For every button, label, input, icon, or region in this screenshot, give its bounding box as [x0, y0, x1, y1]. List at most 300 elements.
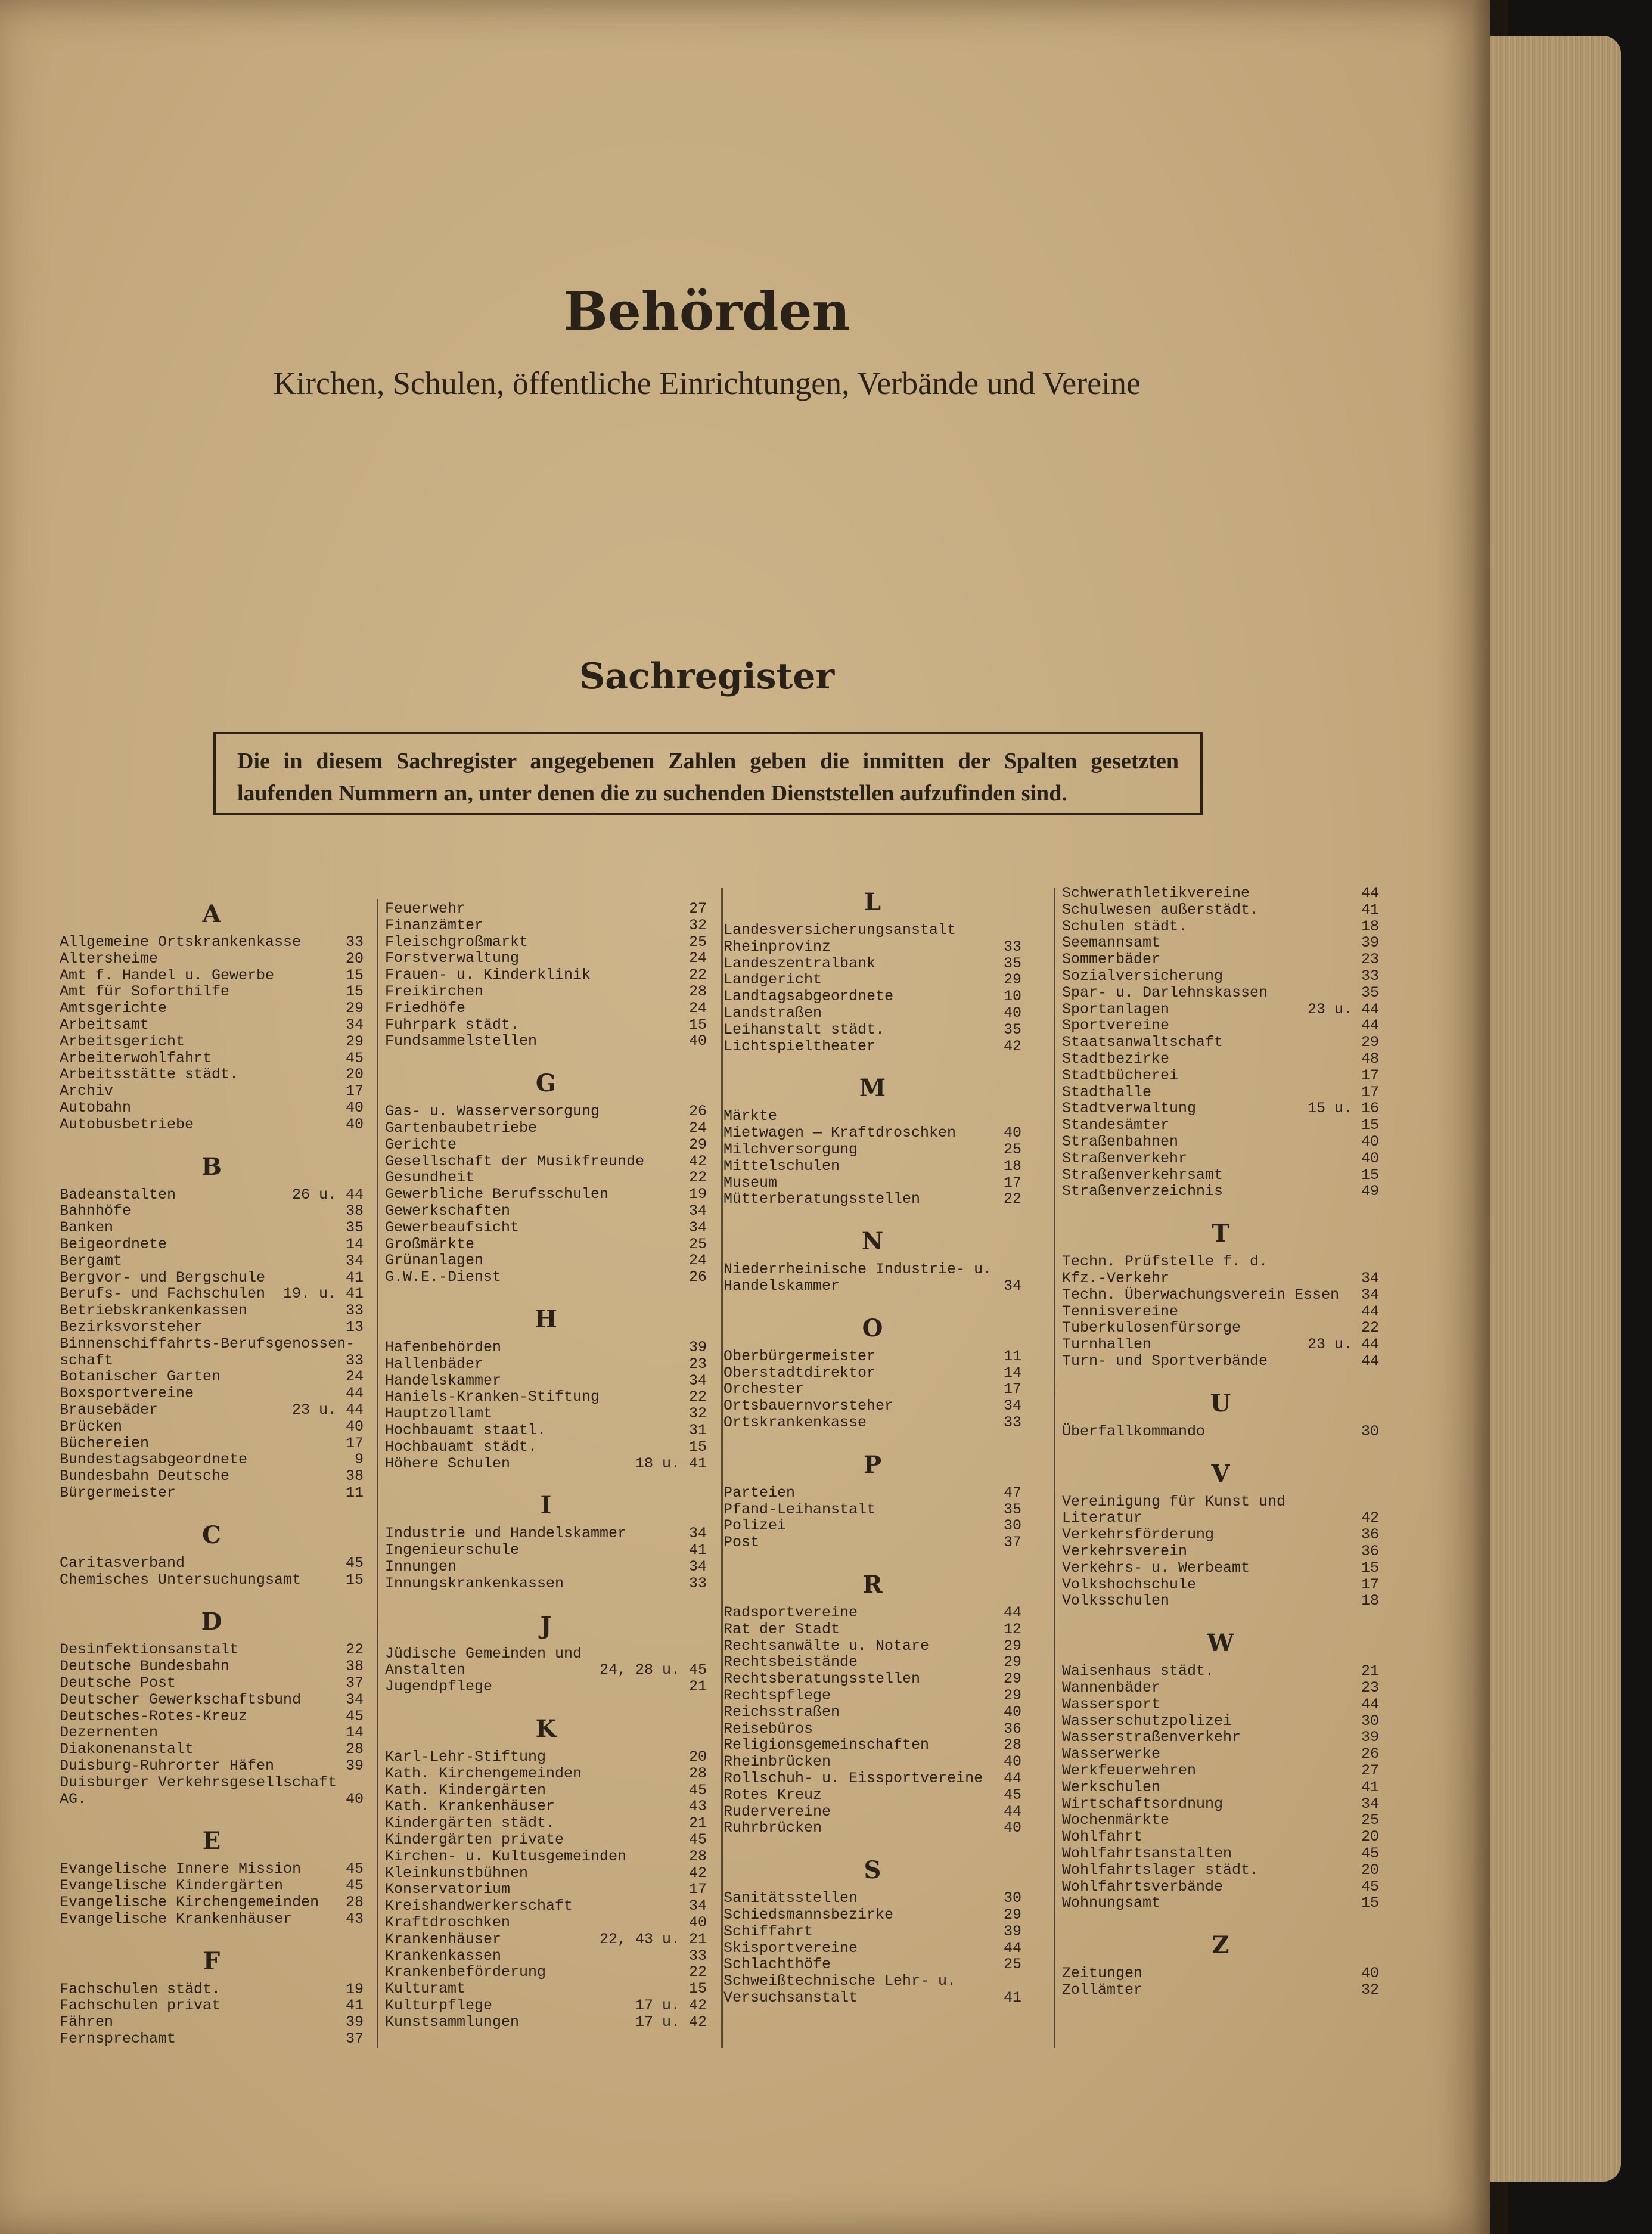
- entry-label: Berufs- und Fachschulen: [60, 1285, 266, 1303]
- entry-label: Konservatorium: [385, 1881, 511, 1898]
- entry-number: 44: [1361, 1017, 1379, 1035]
- entry-label: Straßenbahnen: [1062, 1133, 1179, 1150]
- entry-label: Parteien: [723, 1484, 796, 1501]
- entry-label: Evangelische Krankenhäuser: [60, 1910, 293, 1928]
- index-entry: [723, 1803, 1021, 1820]
- entry-number: 17: [1003, 1380, 1021, 1398]
- entry-number: 28: [345, 1894, 364, 1911]
- entry-label: Wohlfahrtsanstalten: [1062, 1845, 1232, 1862]
- index-entry: [723, 1261, 1021, 1277]
- entry-label: Wohlfahrtslager städt.: [1062, 1861, 1259, 1879]
- entry-label: Boxsportvereine: [60, 1385, 194, 1403]
- entry-number: 34: [345, 1252, 364, 1270]
- index-entry: [385, 1963, 707, 1980]
- index-entry: [385, 1748, 707, 1765]
- index-entry: [723, 1277, 1021, 1294]
- entry-number: 42: [1003, 1037, 1021, 1055]
- section-letter: H: [535, 1305, 557, 1333]
- entry-number: 36: [1003, 1720, 1021, 1737]
- entry-label: Finanzämter: [385, 916, 484, 934]
- index-entry: [1062, 1845, 1379, 1861]
- entry-label: schaft: [60, 1351, 114, 1369]
- index-entry: [723, 1923, 1021, 1940]
- entry-label: Sommerbäder: [1062, 951, 1161, 969]
- section-letter: D: [201, 1608, 222, 1636]
- entry-label: Wassersport: [1062, 1695, 1161, 1713]
- index-entry: [1062, 1662, 1379, 1679]
- entry-label: Sportvereine: [1062, 1017, 1170, 1035]
- index-entry: [1062, 1017, 1379, 1034]
- index-entry: [60, 1066, 364, 1082]
- index-entry: [60, 2013, 364, 2030]
- entry-number: 17: [688, 1881, 707, 1898]
- index-entry: [60, 950, 364, 967]
- index-entry: [60, 1451, 364, 1467]
- index-entry: [1062, 1828, 1379, 1845]
- register-column: [723, 888, 1021, 2056]
- entry-number: 26: [1361, 1745, 1379, 1763]
- entry-label: Deutsches-Rotes-Kreuz: [60, 1707, 248, 1725]
- entry-label: Krankenkassen: [385, 1947, 502, 1965]
- entry-label: Evangelische Kindergärten: [60, 1877, 284, 1895]
- entry-number: 23 u. 44: [1307, 1336, 1379, 1354]
- index-entry: [1062, 1696, 1379, 1712]
- section-letter: L: [864, 888, 881, 916]
- entry-number: 45: [345, 1707, 364, 1725]
- entry-label: Schwerathletikvereine: [1062, 885, 1250, 902]
- entry-number: 20: [1361, 1828, 1379, 1846]
- index-entry: [723, 1364, 1021, 1381]
- index-entry: [60, 1467, 364, 1484]
- index-entry: [1062, 1745, 1379, 1762]
- entry-label: Bergvor- und Bergschule: [60, 1268, 266, 1286]
- entry-label: Wohnungsamt: [1062, 1894, 1161, 1912]
- entry-number: 18: [1003, 1157, 1021, 1175]
- entry-label: Binnenschiffahrts-Berufsgenossen-: [60, 1335, 355, 1352]
- entry-label: Rheinprovinz: [723, 938, 831, 955]
- column-divider: [721, 888, 723, 2048]
- index-entry: [723, 1720, 1021, 1737]
- entry-label: Arbeitsstätte städt.: [60, 1066, 239, 1084]
- entry-number: 40: [688, 1914, 707, 1931]
- index-entry: [385, 1814, 707, 1831]
- entry-label: Bundesbahn Deutsche: [60, 1467, 230, 1485]
- entry-label: Skisportvereine: [723, 1939, 858, 1957]
- index-entry: [60, 1724, 364, 1740]
- index-entry: [60, 1050, 364, 1066]
- entry-number: 35: [1003, 1020, 1021, 1038]
- entry-label: Rollschuh- u. Eissportvereine: [723, 1770, 983, 1787]
- entry-label: Kraftdroschken: [385, 1914, 511, 1931]
- entry-number: 17 u. 42: [635, 1997, 707, 2014]
- entry-number: 35: [1003, 954, 1021, 972]
- entry-label: Hafenbehörden: [385, 1339, 502, 1356]
- entry-number: 40: [1003, 1703, 1021, 1721]
- entry-number: 22, 43 u. 21: [599, 1930, 707, 1948]
- entry-number: 19: [688, 1186, 707, 1203]
- column-divider: [377, 899, 378, 2048]
- index-entry: [723, 1380, 1021, 1397]
- entry-number: 34: [1003, 1397, 1021, 1415]
- index-entry: [1062, 1319, 1379, 1336]
- entry-number: 15: [1361, 1116, 1379, 1134]
- entry-number: 44: [1361, 1352, 1379, 1370]
- entry-number: 41: [1003, 1989, 1021, 2006]
- entry-number: 22: [688, 1388, 707, 1406]
- entry-label: Freikirchen: [385, 983, 484, 1000]
- entry-number: 21: [688, 1678, 707, 1696]
- entry-number: 34: [688, 1558, 707, 1575]
- index-entry: [1062, 1150, 1379, 1166]
- entry-number: 37: [345, 1674, 364, 1692]
- entry-label: Wannenbäder: [1062, 1679, 1161, 1696]
- entry-label: Wohlfahrt: [1062, 1828, 1143, 1846]
- entry-label: Hallenbäder: [385, 1355, 484, 1373]
- entry-number: 14: [1003, 1364, 1021, 1382]
- section-letter: F: [203, 1947, 221, 1975]
- entry-label: Märkte: [723, 1107, 778, 1125]
- entry-number: 24: [688, 999, 707, 1017]
- entry-label: Schulwesen außerstädt.: [1062, 901, 1259, 919]
- entry-label: Reisebüros: [723, 1720, 813, 1737]
- entry-number: 44: [1003, 1939, 1021, 1957]
- index-entry: [60, 1641, 364, 1658]
- entry-number: 29: [345, 1000, 364, 1017]
- index-entry: [60, 1082, 364, 1099]
- index-entry: [385, 900, 707, 917]
- entry-label: Orchester: [723, 1380, 805, 1398]
- entry-number: 29: [1003, 1670, 1021, 1688]
- entry-label: Techn. Prüfstelle f. d.: [1062, 1253, 1268, 1271]
- index-entry: [723, 955, 1021, 972]
- index-entry: [1062, 1861, 1379, 1878]
- index-entry: [385, 1575, 707, 1591]
- section-letter: W: [1207, 1629, 1234, 1658]
- entry-label: Ortsbauernvorsteher: [723, 1397, 894, 1415]
- entry-number: 24: [345, 1368, 364, 1386]
- entry-label: Duisburger Verkehrsgesellschaft: [60, 1773, 337, 1791]
- entry-label: Literatur: [1062, 1509, 1143, 1527]
- entry-number: 19. u. 41: [282, 1285, 364, 1303]
- entry-label: Kath. Kindergärten: [385, 1781, 546, 1799]
- index-entry: [385, 1339, 707, 1355]
- entry-label: Caritasverband: [60, 1554, 185, 1572]
- entry-label: Anstalten: [385, 1661, 466, 1679]
- entry-number: 41: [345, 1997, 364, 2015]
- entry-label: Wasserstraßenverkehr: [1062, 1729, 1241, 1746]
- entry-number: 39: [1361, 934, 1379, 952]
- section-letter: P: [863, 1450, 882, 1479]
- entry-label: Rechtsberatungsstellen: [723, 1670, 921, 1688]
- index-entry: [385, 1405, 707, 1422]
- entry-label: Mittelschulen: [723, 1157, 840, 1175]
- entry-number: 40: [345, 1115, 364, 1133]
- section-letter: R: [862, 1571, 883, 1599]
- index-entry: [723, 1501, 1021, 1518]
- entry-label: Deutsche Bundesbahn: [60, 1658, 230, 1675]
- entry-label: Gewerbliche Berufsschulen: [385, 1186, 609, 1203]
- entry-number: 40: [345, 1099, 364, 1116]
- entry-number: 34: [688, 1372, 707, 1389]
- entry-number: 39: [345, 1757, 364, 1774]
- section-letter: J: [540, 1611, 552, 1640]
- entry-label: Desinfektionsanstalt: [60, 1641, 239, 1659]
- entry-number: 33: [345, 1351, 364, 1369]
- entry-label: Leihanstalt städt.: [723, 1020, 885, 1038]
- entry-label: Fachschulen städt.: [60, 1980, 221, 1998]
- entry-number: 39: [1003, 1922, 1021, 1940]
- entry-label: Schweißtechnische Lehr- u.: [723, 1972, 957, 1990]
- index-entry: [1062, 885, 1379, 901]
- entry-number: 42: [688, 1864, 707, 1882]
- entry-number: 39: [1361, 1729, 1379, 1746]
- entry-number: 45: [1361, 1878, 1379, 1895]
- entry-number: 40: [1003, 1004, 1021, 1022]
- index-entry: [385, 1455, 707, 1472]
- index-entry: [723, 1038, 1021, 1054]
- index-entry: [1062, 1034, 1379, 1050]
- entry-label: Museum: [723, 1174, 778, 1192]
- entry-number: 14: [345, 1236, 364, 1253]
- entry-label: Tuberkulosenfürsorge: [1062, 1319, 1241, 1337]
- index-entry: [385, 1997, 707, 2013]
- index-entry: [723, 1687, 1021, 1704]
- index-entry: [385, 1388, 707, 1405]
- index-entry: [385, 1525, 707, 1541]
- entry-label: Brausebäder: [60, 1401, 159, 1419]
- entry-label: Verkehrs- u. Werbeamt: [1062, 1559, 1250, 1577]
- entry-label: Bergamt: [60, 1252, 123, 1270]
- entry-label: Amt für Soforthilfe: [60, 983, 230, 1001]
- section-letter: C: [202, 1521, 221, 1549]
- entry-label: Verkehrsverein: [1062, 1543, 1188, 1560]
- index-entry: [60, 1418, 364, 1435]
- entry-number: 24: [688, 950, 707, 967]
- entry-number: 26 u. 44: [291, 1186, 364, 1203]
- entry-label: Rechtsanwälte u. Notare: [723, 1637, 930, 1655]
- entry-label: Straßenverkehrsamt: [1062, 1166, 1224, 1184]
- index-entry: [385, 1422, 707, 1438]
- index-entry: [1062, 951, 1379, 967]
- entry-number: 34: [345, 1690, 364, 1708]
- entry-number: 22: [688, 1963, 707, 1981]
- entry-number: 47: [1003, 1484, 1021, 1501]
- index-entry: [60, 1016, 364, 1033]
- index-entry: [385, 1914, 707, 1931]
- entry-number: 28: [688, 1764, 707, 1782]
- entry-number: 15: [688, 1438, 707, 1456]
- index-entry: [385, 933, 707, 950]
- index-entry: [1062, 1965, 1379, 1981]
- entry-label: Lichtspieltheater: [723, 1037, 876, 1055]
- entry-label: Fachschulen privat: [60, 1997, 221, 2015]
- entry-number: 34: [688, 1897, 707, 1915]
- entry-number: 32: [688, 1405, 707, 1423]
- entry-number: 22: [345, 1641, 364, 1659]
- entry-number: 30: [1361, 1712, 1379, 1730]
- index-entry: [1062, 1679, 1379, 1696]
- index-entry: [385, 1252, 707, 1268]
- index-entry: [1062, 1712, 1379, 1729]
- entry-number: 40: [1361, 1149, 1379, 1167]
- index-entry: [60, 1385, 364, 1401]
- entry-number: 27: [688, 900, 707, 917]
- index-entry: [60, 1555, 364, 1571]
- entry-number: 38: [345, 1202, 364, 1220]
- section-letter: U: [1210, 1389, 1231, 1417]
- entry-label: Landtagsabgeordnete: [723, 988, 894, 1006]
- entry-label: Bürgermeister: [60, 1484, 176, 1501]
- entry-number: 40: [1003, 1753, 1021, 1771]
- entry-label: Frauen- u. Kinderklinik: [385, 966, 591, 984]
- index-entry: [1062, 1084, 1379, 1100]
- entry-label: Kleinkunstbühnen: [385, 1864, 529, 1882]
- index-entry: [723, 1414, 1021, 1431]
- entry-label: Duisburg-Ruhrorter Häfen: [60, 1757, 275, 1774]
- entry-label: Rheinbrücken: [723, 1753, 831, 1771]
- entry-number: 45: [345, 1877, 364, 1895]
- entry-number: 42: [1361, 1509, 1379, 1527]
- entry-label: Radsportvereine: [723, 1604, 858, 1621]
- entry-number: 35: [1003, 1500, 1021, 1518]
- section-letter: Z: [1212, 1931, 1229, 1960]
- entry-number: 25: [688, 1235, 707, 1253]
- entry-label: G.W.E.-Dienst: [385, 1268, 502, 1286]
- entry-number: 20: [1361, 1861, 1379, 1879]
- entry-number: 17: [1361, 1083, 1379, 1101]
- entry-label: Beigeordnete: [60, 1236, 167, 1253]
- entry-label: Gartenbaubetriebe: [385, 1119, 538, 1137]
- index-entry: [1062, 1981, 1379, 1998]
- entry-number: 44: [1003, 1802, 1021, 1820]
- entry-label: Schiffahrt: [723, 1922, 813, 1940]
- entry-number: 15: [345, 983, 364, 1001]
- entry-number: 12: [1003, 1620, 1021, 1638]
- entry-number: 40: [345, 1417, 364, 1435]
- index-entry: [385, 950, 707, 966]
- entry-label: Krankenbeförderung: [385, 1963, 546, 1981]
- index-entry: [385, 1119, 707, 1136]
- entry-label: Archiv: [60, 1082, 114, 1100]
- index-entry: [1062, 1100, 1379, 1116]
- entry-label: Gas- u. Wasserversorgung: [385, 1103, 600, 1121]
- entry-label: Amtsgerichte: [60, 1000, 167, 1017]
- entry-label: Fuhrpark städt.: [385, 1016, 520, 1034]
- section-letter: A: [202, 900, 221, 928]
- index-entry: [385, 1016, 707, 1033]
- section-letter: N: [861, 1227, 884, 1256]
- entry-label: Stadthalle: [1062, 1083, 1152, 1101]
- index-entry: [723, 1348, 1021, 1364]
- index-entry: [60, 1352, 364, 1369]
- index-entry: [723, 988, 1021, 1004]
- index-entry: [60, 1116, 364, 1132]
- section-letter: I: [540, 1491, 552, 1520]
- entry-label: Allgemeine Ortskrankenkasse: [60, 933, 302, 951]
- entry-number: 41: [1361, 901, 1379, 919]
- entry-label: Jugendpflege: [385, 1678, 493, 1696]
- entry-label: Dezernenten: [60, 1724, 159, 1742]
- entry-label: Kath. Kirchengemeinden: [385, 1764, 582, 1782]
- entry-number: 15: [345, 966, 364, 984]
- entry-number: 23 u. 44: [291, 1401, 364, 1419]
- index-entry: [723, 1484, 1021, 1501]
- entry-number: 9: [354, 1451, 364, 1469]
- entry-number: 40: [688, 1032, 707, 1050]
- entry-label: Hochbauamt städt.: [385, 1438, 538, 1456]
- entry-number: 23: [1361, 951, 1379, 969]
- entry-label: Arbeitsgericht: [60, 1032, 185, 1050]
- entry-number: 18 u. 41: [635, 1454, 707, 1472]
- entry-number: 40: [1361, 1133, 1379, 1150]
- index-entry: [60, 1252, 364, 1269]
- entry-number: 28: [688, 983, 707, 1000]
- index-entry: [723, 1158, 1021, 1174]
- entry-label: Kulturpflege: [385, 1997, 493, 2014]
- index-entry: [1062, 1509, 1379, 1526]
- entry-label: Zeitungen: [1062, 1965, 1143, 1982]
- entry-label: Evangelische Kirchengemeinden: [60, 1894, 319, 1911]
- entry-number: 24, 28 u. 45: [599, 1661, 707, 1679]
- entry-number: 15: [345, 1571, 364, 1588]
- entry-label: Betriebskrankenkassen: [60, 1302, 248, 1320]
- entry-label: Straßenverkehr: [1062, 1149, 1188, 1167]
- entry-number: 30: [1003, 1517, 1021, 1535]
- entry-number: 14: [345, 1724, 364, 1742]
- entry-label: Landstraßen: [723, 1004, 822, 1022]
- index-entry: [1062, 901, 1379, 918]
- entry-number: 43: [345, 1910, 364, 1928]
- entry-number: 17: [1361, 1575, 1379, 1593]
- register-column: [60, 900, 364, 2068]
- entry-number: 39: [688, 1339, 707, 1356]
- entry-label: Vereinigung für Kunst und: [1062, 1493, 1286, 1510]
- entry-number: 40: [1361, 1965, 1379, 1982]
- entry-number: 34: [345, 1016, 364, 1034]
- entry-label: Kindergärten städt.: [385, 1814, 555, 1832]
- entry-number: 20: [688, 1748, 707, 1766]
- index-entry: [723, 1956, 1021, 1972]
- index-entry: [385, 1032, 707, 1049]
- entry-number: 17: [345, 1082, 364, 1100]
- entry-number: 38: [345, 1658, 364, 1675]
- entry-label: Spar- u. Darlehnskassen: [1062, 983, 1268, 1001]
- index-entry: [385, 1782, 707, 1798]
- index-entry: [385, 1000, 707, 1016]
- entry-label: Fähren: [60, 2013, 114, 2031]
- index-entry: [385, 1864, 707, 1881]
- index-entry: [385, 966, 707, 983]
- entry-label: Ortskrankenkasse: [723, 1414, 867, 1431]
- index-entry: [723, 1753, 1021, 1770]
- entry-number: 33: [1361, 967, 1379, 985]
- entry-label: Turnhallen: [1062, 1336, 1152, 1354]
- entry-label: Niederrheinische Industrie- u.: [723, 1261, 992, 1279]
- index-entry: [385, 1202, 707, 1219]
- index-entry: [60, 1981, 364, 1997]
- entry-label: Stadtbücherei: [1062, 1066, 1179, 1084]
- index-entry: [385, 1848, 707, 1864]
- entry-label: Kulturamt: [385, 1980, 466, 1998]
- index-entry: [1062, 1166, 1379, 1183]
- index-entry: [723, 1770, 1021, 1786]
- index-entry: [385, 1136, 707, 1153]
- entry-number: 34: [688, 1202, 707, 1220]
- entry-number: 44: [1361, 1695, 1379, 1713]
- entry-label: Forstverwaltung: [385, 950, 520, 967]
- index-entry: [1062, 1493, 1379, 1510]
- index-entry: [385, 1558, 707, 1575]
